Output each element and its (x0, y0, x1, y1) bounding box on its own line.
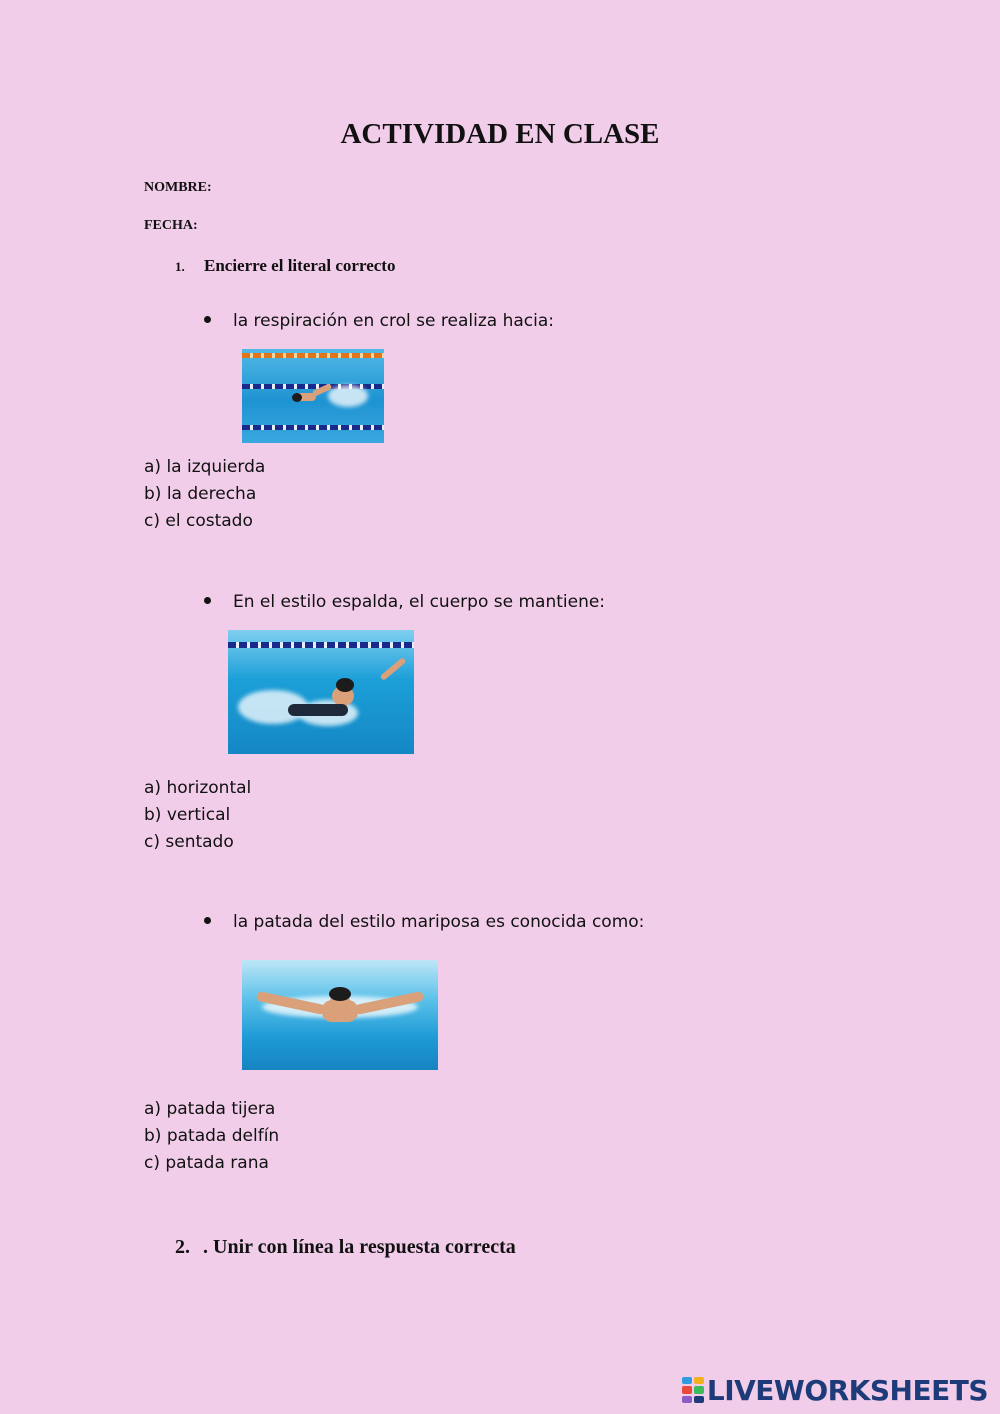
butterfly-swimmer-image (242, 960, 438, 1070)
question-3-text: la patada del estilo mariposa es conocida como: (233, 912, 645, 932)
option-1c[interactable]: c) el costado (144, 511, 253, 531)
bullet-icon (204, 316, 211, 323)
section-1-number: 1. (175, 259, 185, 274)
option-3b[interactable]: b) patada delfín (144, 1126, 280, 1146)
backstroke-swimmer-image (228, 630, 414, 754)
option-2c[interactable]: c) sentado (144, 832, 234, 852)
page-title: ACTIVIDAD EN CLASE (340, 118, 660, 150)
name-label: NOMBRE: (144, 180, 212, 195)
question-1-text: la respiración en crol se realiza hacia: (233, 311, 554, 331)
question-2-options (144, 775, 251, 856)
option-2a[interactable]: a) horizontal (144, 778, 252, 798)
question-1-options (144, 454, 265, 535)
bullet-icon (204, 597, 211, 604)
option-1a[interactable]: a) la izquierda (144, 457, 266, 477)
question-2 (204, 592, 605, 612)
question-1 (204, 311, 554, 331)
section-2-heading (175, 1236, 516, 1259)
question-3 (204, 912, 644, 932)
option-3c[interactable]: c) patada rana (144, 1153, 269, 1173)
logo-text: LIVEWORKSHEETS (706, 1373, 988, 1407)
section-1-text: Encierre el literal correcto (204, 256, 396, 275)
bullet-icon (204, 917, 211, 924)
freestyle-swimmer-image (242, 349, 384, 443)
liveworksheets-logo-icon (682, 1377, 704, 1403)
option-1b[interactable]: b) la derecha (144, 484, 257, 504)
section-2-text: . Unir con línea la respuesta correcta (203, 1236, 516, 1258)
section-2-number: 2. (175, 1236, 190, 1258)
section-1-heading (175, 256, 395, 276)
question-3-options (144, 1096, 279, 1177)
option-3a[interactable]: a) patada tijera (144, 1099, 276, 1119)
question-2-text: En el estilo espalda, el cuerpo se mantiene: (233, 592, 606, 612)
liveworksheets-logo[interactable] (682, 1374, 988, 1406)
date-label: FECHA: (144, 218, 198, 233)
option-2b[interactable]: b) vertical (144, 805, 231, 825)
